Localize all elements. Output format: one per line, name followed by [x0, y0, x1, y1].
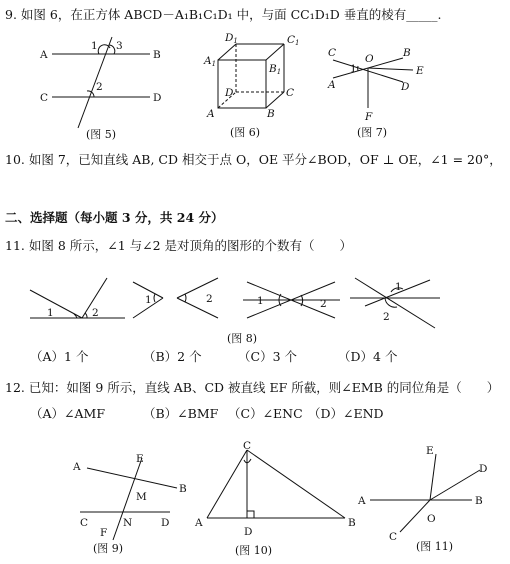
fig5-caption: (图 5)	[86, 128, 117, 141]
fig11-label-d: D	[479, 463, 488, 475]
question-12-text: 12. 已知：如图 9 所示，直线 AB、CD 被直线 EF 所截，则∠EMB 的同位角是（ ）	[5, 380, 500, 395]
fig10-label-d: D	[244, 526, 253, 538]
fig8-caption: (图 8)	[227, 332, 258, 344]
q11-option-d[interactable]: （D）4 个	[338, 349, 398, 364]
section-heading: 二、选择题（每小题 3 分，共 24 分）	[5, 210, 224, 225]
fig7-label-o: O	[365, 53, 374, 65]
fig7-label-f: F	[365, 111, 373, 123]
q12-option-b[interactable]: （B）∠BMF	[143, 406, 219, 421]
fig9-label-a: A	[73, 461, 81, 473]
fig9-label-d: D	[161, 517, 170, 529]
fig9-label-n: N	[123, 517, 133, 529]
fig7-angle-1: 1	[350, 63, 357, 75]
fig9-label-e: E	[136, 453, 144, 465]
fig11-label-c: C	[389, 531, 398, 543]
question-11-text: 11. 如图 8 所示，∠1 与∠2 是对顶角的图形的个数有（ ）	[5, 238, 353, 253]
figure-8	[25, 262, 465, 344]
figure-9	[65, 448, 195, 560]
fig6-label-a1: A1	[204, 55, 217, 68]
figure-5	[30, 32, 180, 142]
fig8-p4-angle-2: 2	[320, 298, 327, 310]
side-cb	[247, 450, 345, 518]
fig6-label-d: D	[225, 87, 234, 99]
fig10-label-c: C	[243, 440, 252, 452]
fig6-label-d1: D1	[225, 32, 238, 45]
fig9-label-c: C	[80, 517, 89, 529]
ray-oe	[430, 454, 436, 500]
q11-option-c[interactable]: （C）3 个	[238, 349, 297, 364]
ray-oe	[368, 68, 413, 70]
fig8-p3-angle-2: 2	[206, 293, 213, 305]
fig7-label-a: A	[328, 79, 336, 91]
question-9-text: 9. 如图 6，在正方体 ABCD－A₁B₁C₁D₁ 中，与面 CC₁D₁D 垂直的棱有_____.	[5, 7, 442, 22]
fig8-p2-angle-1: 1	[145, 294, 152, 306]
fig6-label-a: A	[207, 108, 215, 120]
fig5-angle-3: 3	[116, 40, 123, 52]
fig11-caption: (图 11)	[416, 540, 454, 553]
fig11-label-a: A	[358, 495, 366, 507]
q11-option-b[interactable]: （B）2 个	[143, 349, 202, 364]
fig5-angle-2: 2	[96, 81, 103, 93]
fig8-p1-angle-2: 2	[92, 307, 99, 319]
fig6-label-c: C	[286, 87, 295, 99]
fig5-label-c: C	[40, 92, 49, 104]
figure-11	[352, 440, 502, 562]
fig6-label-b: B	[267, 108, 275, 120]
fig8-p1-angle-1: 1	[47, 307, 54, 319]
fig6-label-b1: B1	[269, 63, 282, 76]
cube-front-face	[218, 60, 266, 108]
fig11-label-o: O	[427, 513, 436, 525]
fig5-label-b: B	[153, 49, 161, 61]
angle1-arc	[98, 45, 110, 54]
ray-od	[430, 470, 480, 500]
fig11-label-e: E	[426, 445, 434, 457]
fig5-angle-1: 1	[91, 40, 98, 52]
q12-option-a[interactable]: （A）∠AMF	[30, 406, 106, 421]
fig5-label-d: D	[153, 92, 162, 104]
fig9-label-b: B	[179, 483, 187, 495]
angle3-arc	[109, 45, 115, 54]
fig6-label-c1: C1	[287, 34, 300, 47]
fig6-caption: (图 6)	[230, 126, 261, 139]
ray-oc	[400, 500, 430, 532]
fig9-label-f: F	[100, 527, 108, 539]
fig9-caption: (图 9)	[93, 542, 124, 555]
fig5-label-a: A	[40, 49, 48, 61]
q11-option-a[interactable]: （A）1 个	[30, 349, 89, 364]
fig7-label-d: D	[401, 81, 410, 93]
fig7-label-e: E	[416, 65, 424, 77]
q12-option-d[interactable]: （D）∠END	[308, 406, 384, 421]
right-angle-mark	[247, 511, 254, 518]
fig11-label-b: B	[475, 495, 483, 507]
fig10-label-b: B	[348, 517, 356, 529]
figure-6	[198, 30, 308, 142]
fig7-caption: (图 7)	[357, 126, 388, 139]
fig10-caption: (图 10)	[235, 544, 273, 557]
side-ca	[207, 450, 247, 518]
fig8-p5-angle-2: 2	[383, 311, 390, 323]
fig7-label-b: B	[403, 47, 411, 59]
fig7-label-c: C	[328, 47, 337, 59]
figure-7	[325, 40, 435, 142]
figure-10	[190, 440, 360, 562]
question-10-text: 10. 如图 7，已知直线 AB, CD 相交于点 O，OE 平分∠BOD，OF ⊥ OE，∠1 = 20°，	[5, 152, 502, 167]
fig10-label-a: A	[195, 517, 203, 529]
fig9-label-m: M	[136, 491, 147, 503]
q12-option-c[interactable]: （C）∠ENC	[228, 406, 303, 421]
fig8-p5-angle-1: 1	[395, 281, 402, 293]
fig8-panel-1	[30, 278, 125, 318]
fig8-p4-angle-1: 1	[257, 295, 264, 307]
